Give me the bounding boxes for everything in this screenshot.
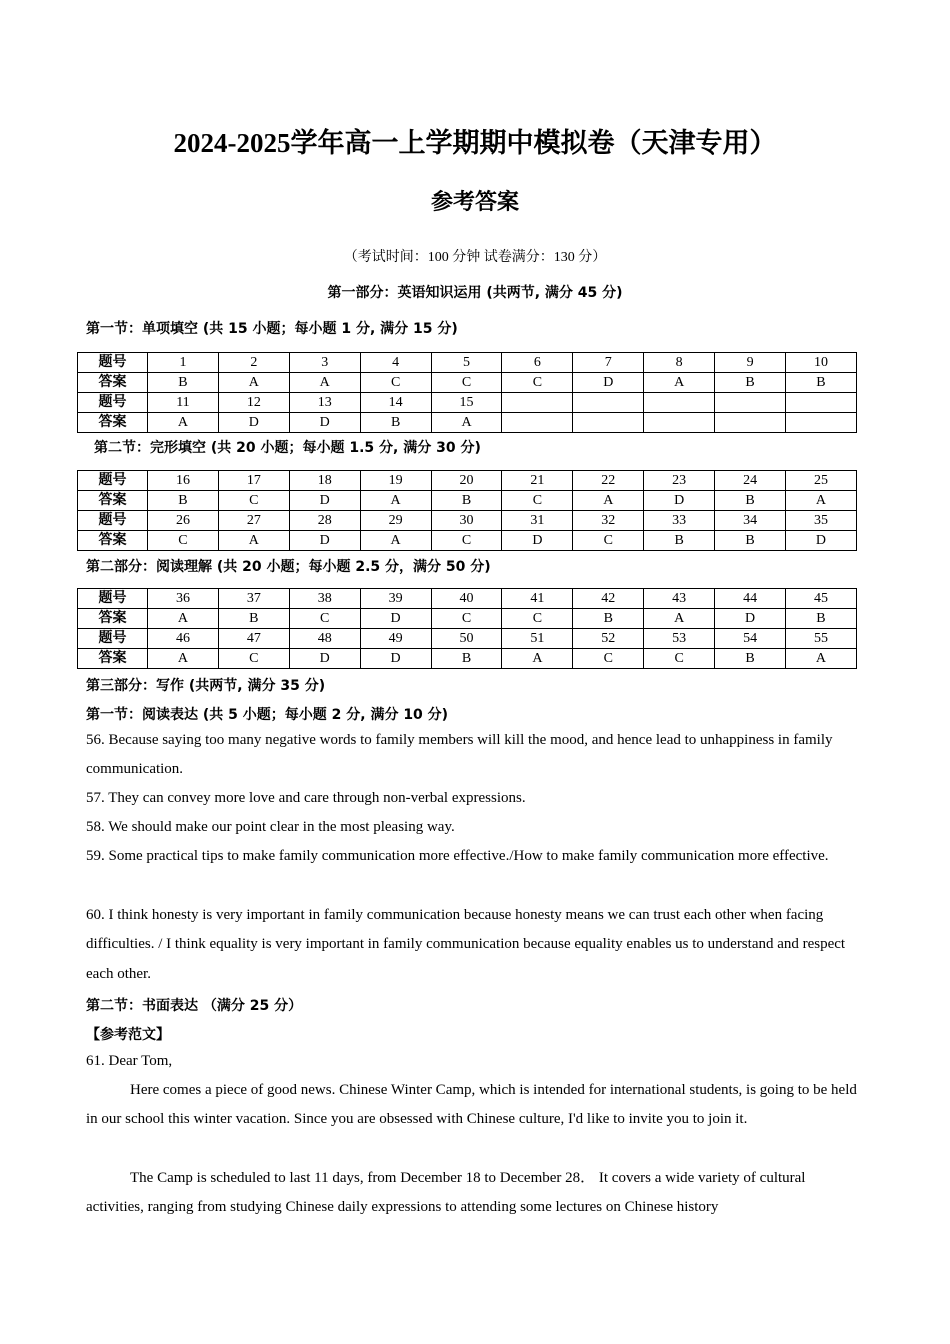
table-cell: D — [360, 649, 431, 669]
table-cell: B — [431, 649, 502, 669]
table-cell: 8 — [644, 353, 715, 373]
table-cell: C — [289, 609, 360, 629]
table-cell: A — [644, 373, 715, 393]
table-cell — [786, 413, 857, 433]
table-cell — [786, 393, 857, 413]
row-header: 答案 — [78, 491, 148, 511]
table-cell: D — [786, 531, 857, 551]
letter-paragraph-2: The Camp is scheduled to last 11 days, from December 18 to December 28． It covers a wide variety of cultural activities, ranging from studying Chinese daily expressions to attending some lectures on Chinese history — [86, 1170, 806, 1216]
table-cell: C — [502, 491, 573, 511]
letter-greeting: 61. Dear Tom, — [86, 1053, 173, 1069]
table-cell: 10 — [786, 353, 857, 373]
table-cell: A — [289, 373, 360, 393]
table-row — [78, 609, 857, 629]
table-cell: A — [148, 413, 219, 433]
table-cell: A — [218, 373, 289, 393]
table-cell: A — [786, 491, 857, 511]
table-cell: B — [786, 373, 857, 393]
table-cell: 15 — [431, 393, 502, 413]
table-cell: B — [573, 609, 644, 629]
table-cell: 48 — [289, 629, 360, 649]
table-cell: C — [148, 531, 219, 551]
table-cell — [502, 393, 573, 413]
row-header: 答案 — [78, 531, 148, 551]
table-cell: 20 — [431, 471, 502, 491]
table-cell: 29 — [360, 511, 431, 531]
row-header: 题号 — [78, 589, 148, 609]
table-cell — [573, 413, 644, 433]
document-title: 2024-2025学年高一上学期期中模拟卷（天津专用） — [173, 128, 777, 158]
table-cell: 30 — [431, 511, 502, 531]
table-cell: 31 — [502, 511, 573, 531]
row-header: 答案 — [78, 649, 148, 669]
part1-section2-heading: 第二节：完形填空 (共 20 小题；每小题 1.5 分, 满分 30 分) — [94, 440, 481, 456]
row-header: 答案 — [78, 609, 148, 629]
table-row — [78, 589, 857, 609]
table-cell: C — [360, 373, 431, 393]
table-cell: A — [502, 649, 573, 669]
table-cell: A — [148, 649, 219, 669]
answer-table-part2 — [77, 588, 857, 669]
table-cell: 40 — [431, 589, 502, 609]
table-cell: 11 — [148, 393, 219, 413]
table-cell — [573, 393, 644, 413]
table-cell: 24 — [715, 471, 786, 491]
table-cell: C — [573, 649, 644, 669]
part2-heading: 第二部分：阅读理解 (共 20 小题；每小题 2.5 分，满分 50 分) — [86, 559, 491, 575]
table-cell: B — [715, 491, 786, 511]
table-cell: 14 — [360, 393, 431, 413]
table-cell: 7 — [573, 353, 644, 373]
table-cell: D — [502, 531, 573, 551]
table-cell: 36 — [148, 589, 219, 609]
table-cell: B — [715, 373, 786, 393]
table-cell: 6 — [502, 353, 573, 373]
table-cell: B — [786, 609, 857, 629]
table-cell — [644, 413, 715, 433]
table-row — [78, 471, 857, 491]
table-cell: D — [360, 609, 431, 629]
table-cell: C — [431, 373, 502, 393]
table-cell: 47 — [218, 629, 289, 649]
row-header: 题号 — [78, 629, 148, 649]
table-cell: D — [715, 609, 786, 629]
exam-meta: （考试时间：100 分钟 试卷满分：130 分） — [343, 250, 607, 265]
table-cell: 1 — [148, 353, 219, 373]
table-cell: 34 — [715, 511, 786, 531]
table-cell: 22 — [573, 471, 644, 491]
table-cell: 45 — [786, 589, 857, 609]
row-header: 题号 — [78, 393, 148, 413]
table-cell: 54 — [715, 629, 786, 649]
table-cell: D — [218, 413, 289, 433]
table-cell: C — [573, 531, 644, 551]
table-cell: 42 — [573, 589, 644, 609]
letter-paragraph-1: Here comes a piece of good news. Chinese Winter Camp, which is intended for international students, is going to be held in our school this winter vacation. Since you are obsessed with Chinese culture, I'd like to invite you to join it. — [86, 1082, 857, 1128]
sample-essay-label: 【参考范文】 — [86, 1027, 170, 1043]
table-cell: 19 — [360, 471, 431, 491]
table-cell: 32 — [573, 511, 644, 531]
table-cell: D — [289, 649, 360, 669]
table-cell: 23 — [644, 471, 715, 491]
table-cell: A — [148, 609, 219, 629]
table-cell: 35 — [786, 511, 857, 531]
table-cell: 28 — [289, 511, 360, 531]
table-cell: C — [431, 531, 502, 551]
table-cell: C — [502, 373, 573, 393]
table-cell: C — [218, 649, 289, 669]
answer-60: 60. I think honesty is very important in family communication because honesty means we can trust each other when facing difficulties. / I think equality is very important in family communication because equality enables us to understand and respect each other. — [86, 907, 846, 982]
table-cell: 3 — [289, 353, 360, 373]
table-cell: 52 — [573, 629, 644, 649]
table-cell: A — [360, 531, 431, 551]
table-cell: A — [360, 491, 431, 511]
answer-58: 58. We should make our point clear in the most pleasing way. — [86, 819, 455, 835]
table-cell: 27 — [218, 511, 289, 531]
table-cell: 50 — [431, 629, 502, 649]
table-cell: 25 — [786, 471, 857, 491]
table-cell: 49 — [360, 629, 431, 649]
table-cell: B — [715, 649, 786, 669]
table-cell: 44 — [715, 589, 786, 609]
part3-section1-heading: 第一节：阅读表达 (共 5 小题；每小题 2 分, 满分 10 分) — [86, 707, 449, 723]
table-row — [78, 373, 857, 393]
table-cell: D — [289, 491, 360, 511]
row-header: 题号 — [78, 511, 148, 531]
part3-heading: 第三部分：写作 (共两节, 满分 35 分) — [86, 678, 326, 694]
table-cell: B — [148, 491, 219, 511]
table-cell: B — [360, 413, 431, 433]
table-row — [78, 629, 857, 649]
table-cell: A — [218, 531, 289, 551]
table-cell — [644, 393, 715, 413]
answer-table-section2 — [77, 470, 857, 551]
table-cell: 43 — [644, 589, 715, 609]
table-cell: D — [289, 413, 360, 433]
table-cell: 21 — [502, 471, 573, 491]
table-cell: 38 — [289, 589, 360, 609]
table-cell: A — [786, 649, 857, 669]
row-header: 答案 — [78, 373, 148, 393]
table-cell: 53 — [644, 629, 715, 649]
answer-table-section1 — [77, 352, 857, 433]
table-cell: A — [573, 491, 644, 511]
table-cell: 33 — [644, 511, 715, 531]
table-row — [78, 649, 857, 669]
answer-57: 57. They can convey more love and care through non-verbal expressions. — [86, 790, 526, 806]
table-cell: A — [431, 413, 502, 433]
table-row — [78, 511, 857, 531]
table-cell — [715, 413, 786, 433]
table-cell: D — [644, 491, 715, 511]
table-cell: 46 — [148, 629, 219, 649]
table-cell: 5 — [431, 353, 502, 373]
table-cell: C — [431, 609, 502, 629]
table-row — [78, 491, 857, 511]
table-row — [78, 531, 857, 551]
table-cell: 18 — [289, 471, 360, 491]
part3-section2-heading: 第二节：书面表达 （满分 25 分） — [86, 998, 303, 1014]
table-cell: 41 — [502, 589, 573, 609]
table-cell: 13 — [289, 393, 360, 413]
table-cell: 4 — [360, 353, 431, 373]
table-cell: 9 — [715, 353, 786, 373]
table-cell: B — [431, 491, 502, 511]
table-cell: B — [644, 531, 715, 551]
table-cell: 26 — [148, 511, 219, 531]
table-cell: 16 — [148, 471, 219, 491]
table-cell: 39 — [360, 589, 431, 609]
table-cell: D — [289, 531, 360, 551]
table-cell: 51 — [502, 629, 573, 649]
row-header: 答案 — [78, 413, 148, 433]
table-cell — [502, 413, 573, 433]
table-cell: D — [573, 373, 644, 393]
table-row — [78, 413, 857, 433]
table-cell — [715, 393, 786, 413]
part1-heading: 第一部分：英语知识运用 (共两节, 满分 45 分) — [327, 285, 623, 301]
table-cell: 37 — [218, 589, 289, 609]
row-header: 题号 — [78, 353, 148, 373]
answer-56: 56. Because saying too many negative words to family members will kill the mood, and hence lead to unhappiness in family communication. — [86, 732, 833, 778]
part1-section1-heading: 第一节：单项填空 (共 15 小题；每小题 1 分, 满分 15 分) — [86, 321, 458, 337]
table-cell: C — [218, 491, 289, 511]
table-cell: B — [715, 531, 786, 551]
table-cell: C — [502, 609, 573, 629]
document-subtitle: 参考答案 — [430, 190, 519, 215]
answer-59: 59. Some practical tips to make family communication more effective./How to make family communication more effective. — [86, 848, 829, 864]
row-header: 题号 — [78, 471, 148, 491]
table-cell: B — [148, 373, 219, 393]
table-row — [78, 393, 857, 413]
table-row — [78, 353, 857, 373]
table-cell: B — [218, 609, 289, 629]
table-cell: 2 — [218, 353, 289, 373]
table-cell: 55 — [786, 629, 857, 649]
table-cell: C — [644, 649, 715, 669]
table-cell: 12 — [218, 393, 289, 413]
table-cell: A — [644, 609, 715, 629]
table-cell: 17 — [218, 471, 289, 491]
